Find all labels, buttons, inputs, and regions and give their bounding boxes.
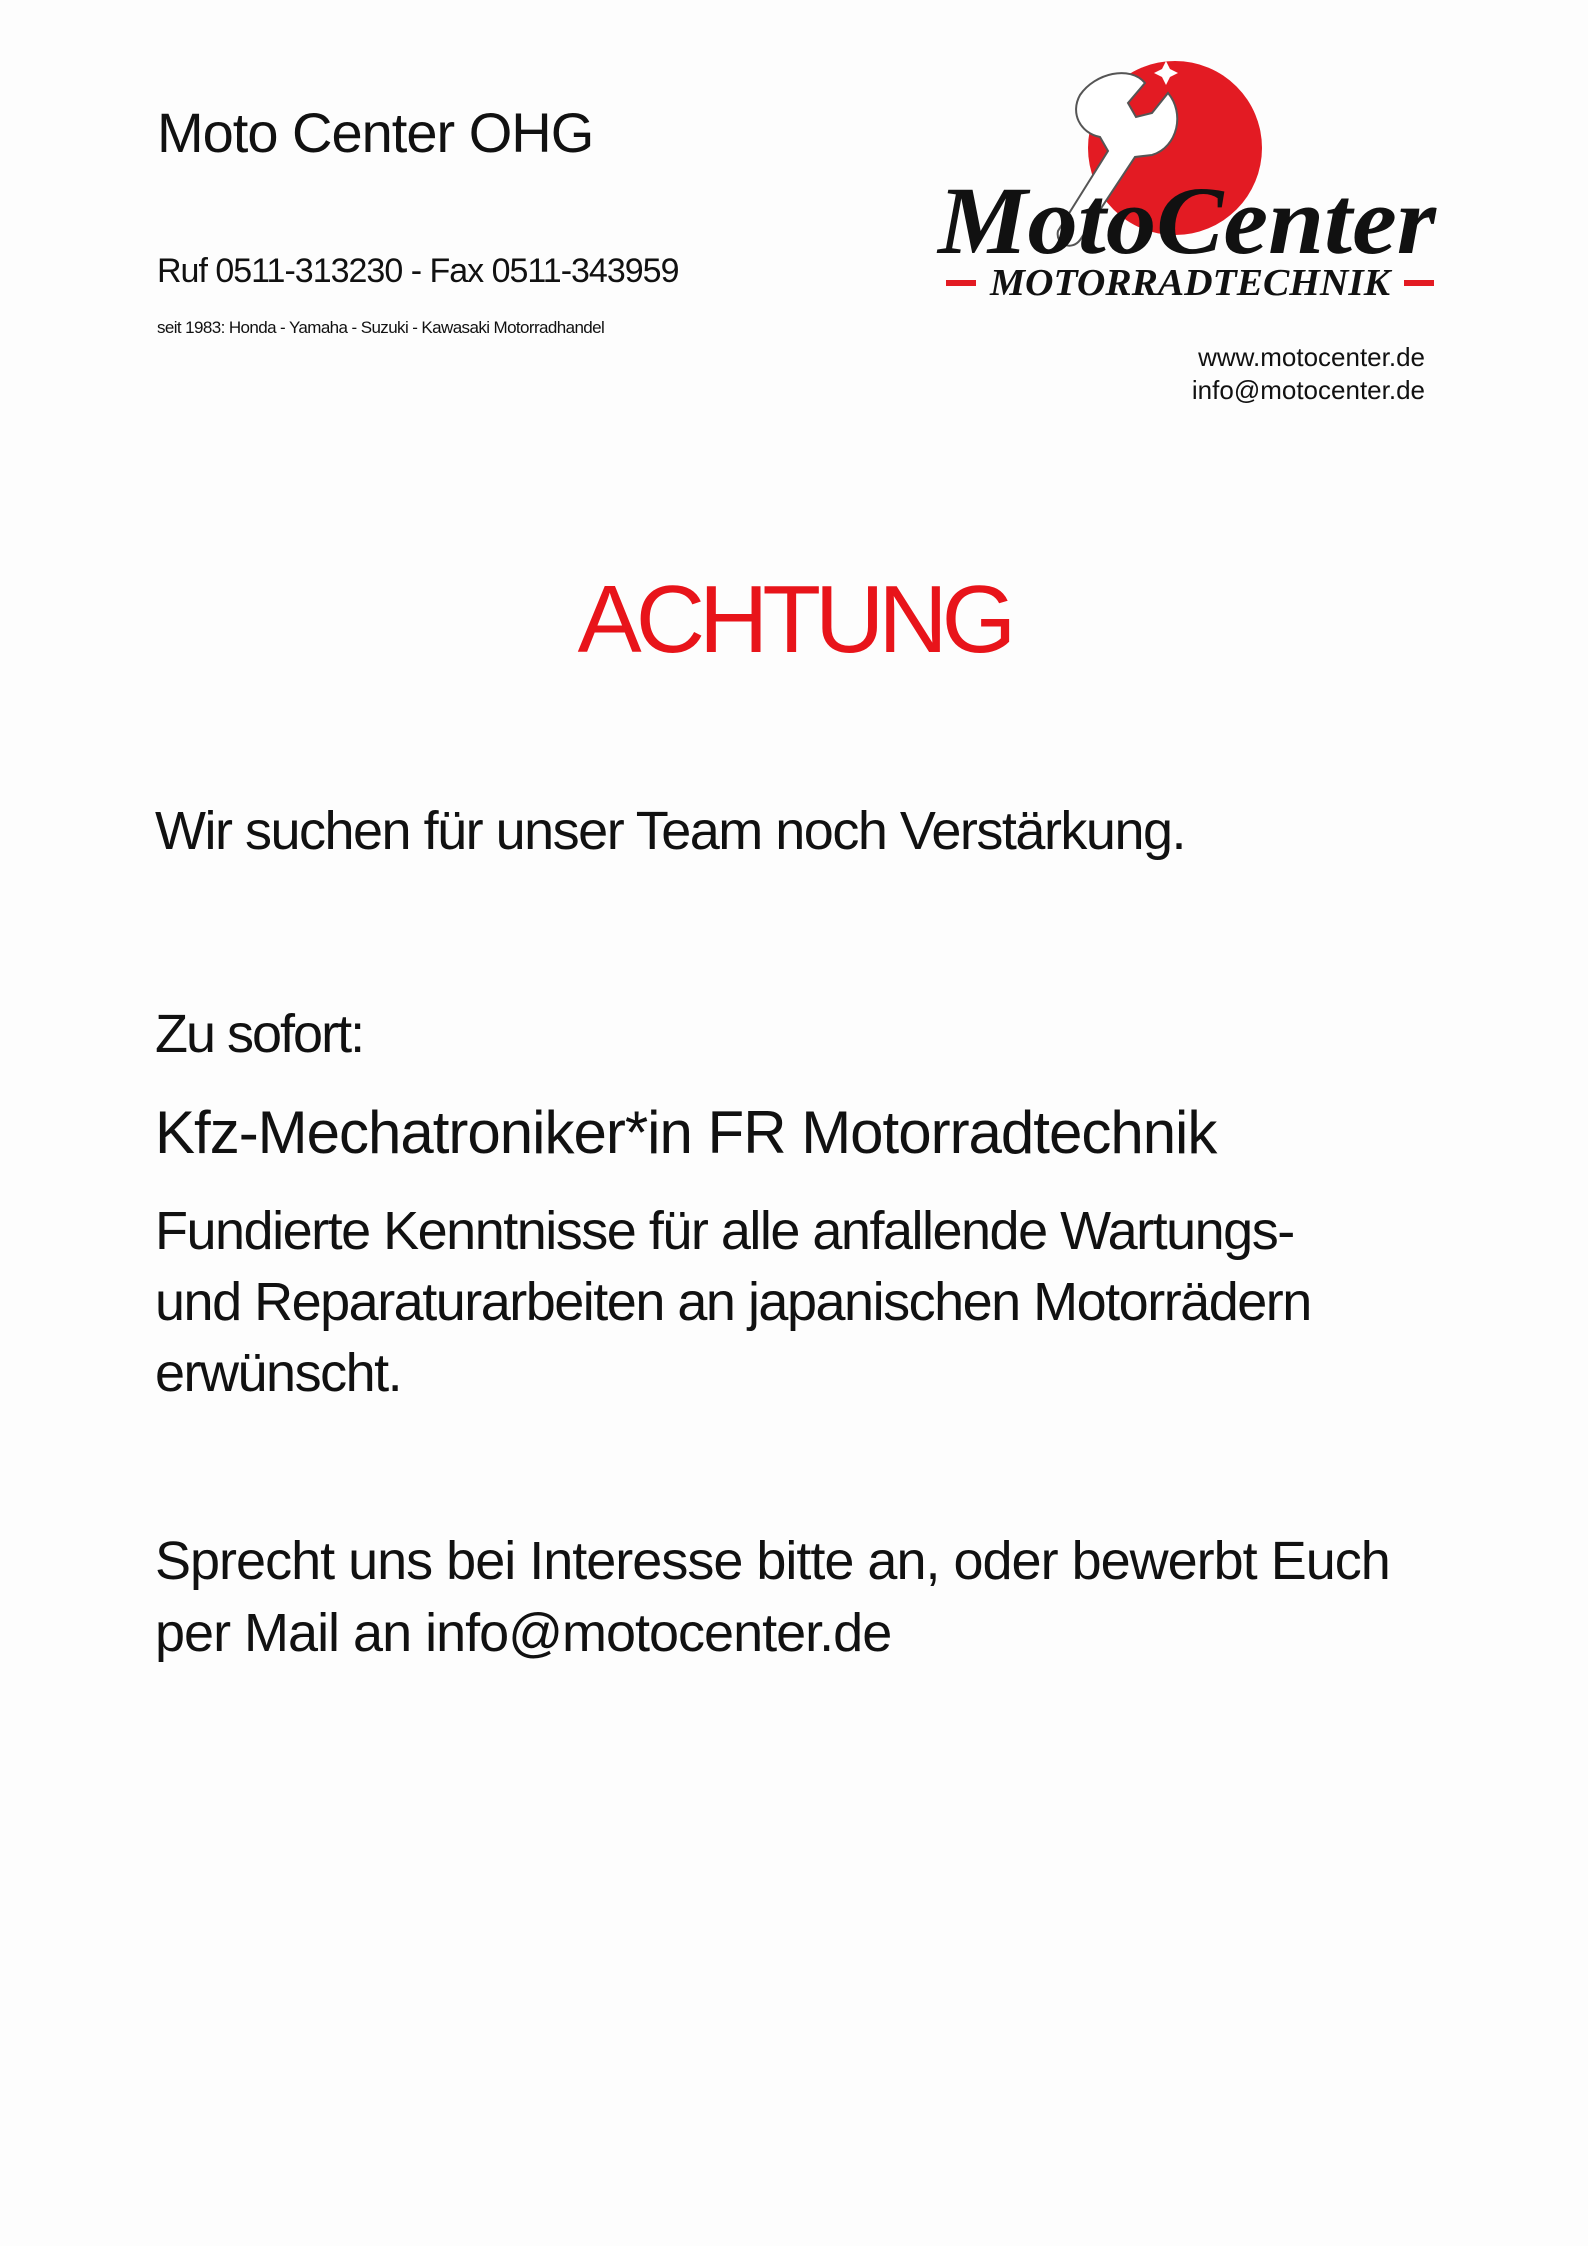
motocenter-logo [930,55,1450,305]
logo-tagline: MOTORRADTECHNIK [988,262,1393,304]
logo-dash-right [1404,280,1434,286]
since-line: seit 1983: Honda - Yamaha - Suzuki - Kawasaki Motorradhandel [157,318,605,337]
website-link[interactable]: www.motocenter.de [1198,342,1425,372]
logo-wordmark: MotoCenter [935,167,1438,274]
logo-dash-left [946,280,976,286]
company-name: Moto Center OHG [157,101,594,164]
job-title: Kfz-Mechatroniker*in FR Motorradtechnik [155,1099,1217,1166]
contact-line: per Mail an info@motocenter.de [155,1603,892,1663]
contact-line: Sprecht uns bei Interesse bitte an, oder bewerbt Euch [155,1531,1390,1591]
logo-graphic [930,55,1450,305]
intro-text: Wir suchen für unser Team noch Verstärkung. [155,801,1186,861]
headline: ACHTUNG [577,566,1011,673]
requirements-line: erwünscht. [155,1343,402,1403]
phone-fax-line: Ruf 0511-313230 - Fax 0511-343959 [157,252,679,290]
requirements-paragraph [155,1196,1455,1409]
contact-paragraph [155,1525,1455,1669]
requirements-line: und Reparaturarbeiten an japanischen Motorrädern [155,1272,1311,1332]
requirements-line: Fundierte Kenntnisse für alle anfallende Wartungs- [155,1201,1294,1261]
start-date-label: Zu sofort: [155,1004,364,1064]
email-link[interactable]: info@motocenter.de [1191,375,1425,405]
